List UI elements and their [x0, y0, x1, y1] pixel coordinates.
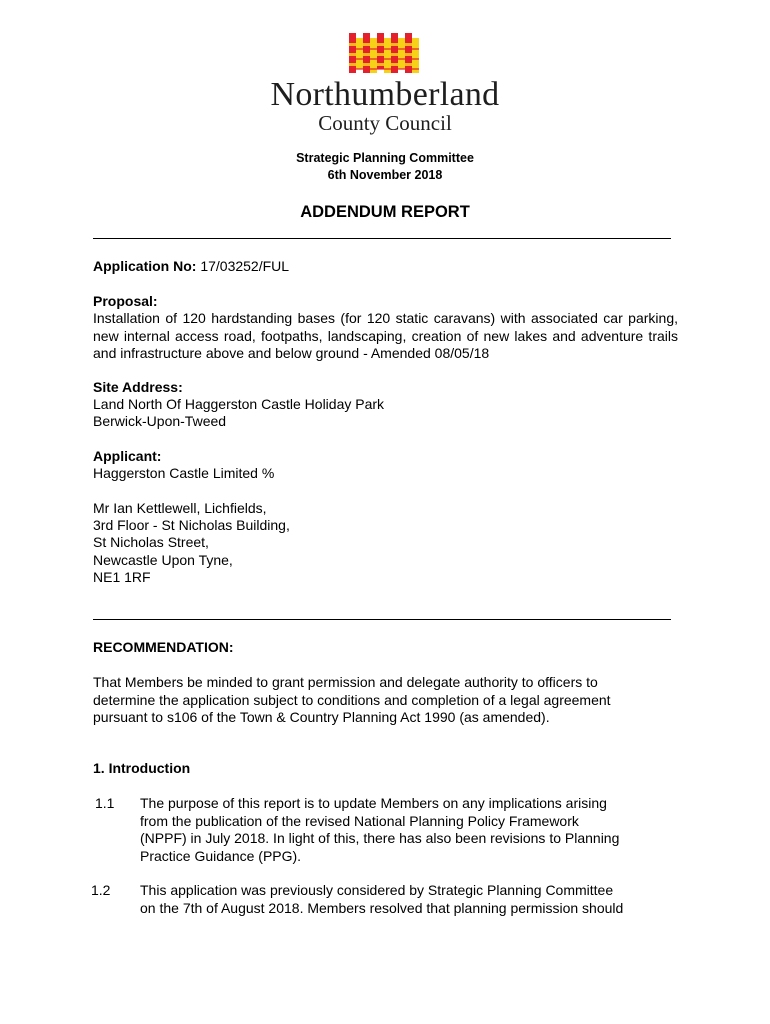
report-title: ADDENDUM REPORT	[300, 203, 470, 221]
applicant-name: Haggerston Castle Limited %	[93, 465, 275, 481]
paragraph-line: The purpose of this report is to update Members on any implications arising	[140, 795, 607, 811]
paragraph-text	[140, 795, 685, 865]
paragraph-text	[140, 882, 685, 917]
agent-line: 3rd Floor - St Nicholas Building,	[93, 517, 290, 533]
paragraph-number: 1.2	[91, 882, 111, 898]
agent-line: Newcastle Upon Tyne,	[93, 552, 233, 568]
introduction-heading: 1. Introduction	[93, 760, 191, 776]
proposal-label: Proposal:	[93, 293, 158, 309]
title-divider	[93, 238, 671, 239]
paragraph-line: Practice Guidance (PPG).	[140, 847, 302, 864]
agent-line: St Nicholas Street,	[93, 534, 209, 550]
paragraph-line: from the publication of the revised National Planning Policy Framework	[140, 812, 579, 829]
council-logo-emblem	[349, 33, 419, 73]
paragraph-line: (NPPF) in July 2018. In light of this, there has also been revisions to Planning	[140, 830, 620, 846]
section-divider	[93, 619, 671, 620]
site-address-label: Site Address:	[93, 379, 183, 395]
application-value: 17/03252/FUL	[200, 258, 290, 274]
meeting-date: 6th November 2018	[327, 168, 443, 182]
paragraph-line: This application was previously considered by Strategic Planning Committee	[140, 882, 614, 898]
committee-name: Strategic Planning Committee	[296, 151, 474, 165]
org-name: Northumberland	[270, 76, 500, 113]
site-address-line: Berwick-Upon-Tweed	[93, 413, 227, 429]
recommendation-line: pursuant to s106 of the Town & Country Planning Act 1990 (as amended).	[93, 709, 550, 725]
recommendation-text	[93, 674, 678, 727]
paragraph-number: 1.1	[95, 795, 115, 811]
application-number	[93, 258, 678, 276]
recommendation-line: That Members be minded to grant permission and delegate authority to officers to	[93, 674, 598, 690]
org-subtitle: County Council	[318, 111, 452, 135]
agent-line: NE1 1RF	[93, 569, 151, 585]
agent-line: Mr Ian Kettlewell, Lichfields,	[93, 500, 267, 516]
paragraph-line: on the 7th of August 2018. Members resolved that planning permission should	[140, 899, 624, 916]
recommendation-line: determine the application subject to conditions and completion of a legal agreement	[93, 691, 611, 708]
site-address-line: Land North Of Haggerston Castle Holiday Park	[93, 396, 385, 412]
proposal-text: Installation of 120 hardstanding bases (for 120 static caravans) with associated car parking, new internal access road, footpaths, landscaping, creation of new lakes and adventure trails and infrastructure above and below ground - Amended 08/05/18	[93, 310, 678, 361]
application-label: Application No:	[93, 258, 197, 274]
recommendation-heading: RECOMMENDATION:	[93, 639, 234, 655]
applicant-label: Applicant:	[93, 448, 162, 464]
